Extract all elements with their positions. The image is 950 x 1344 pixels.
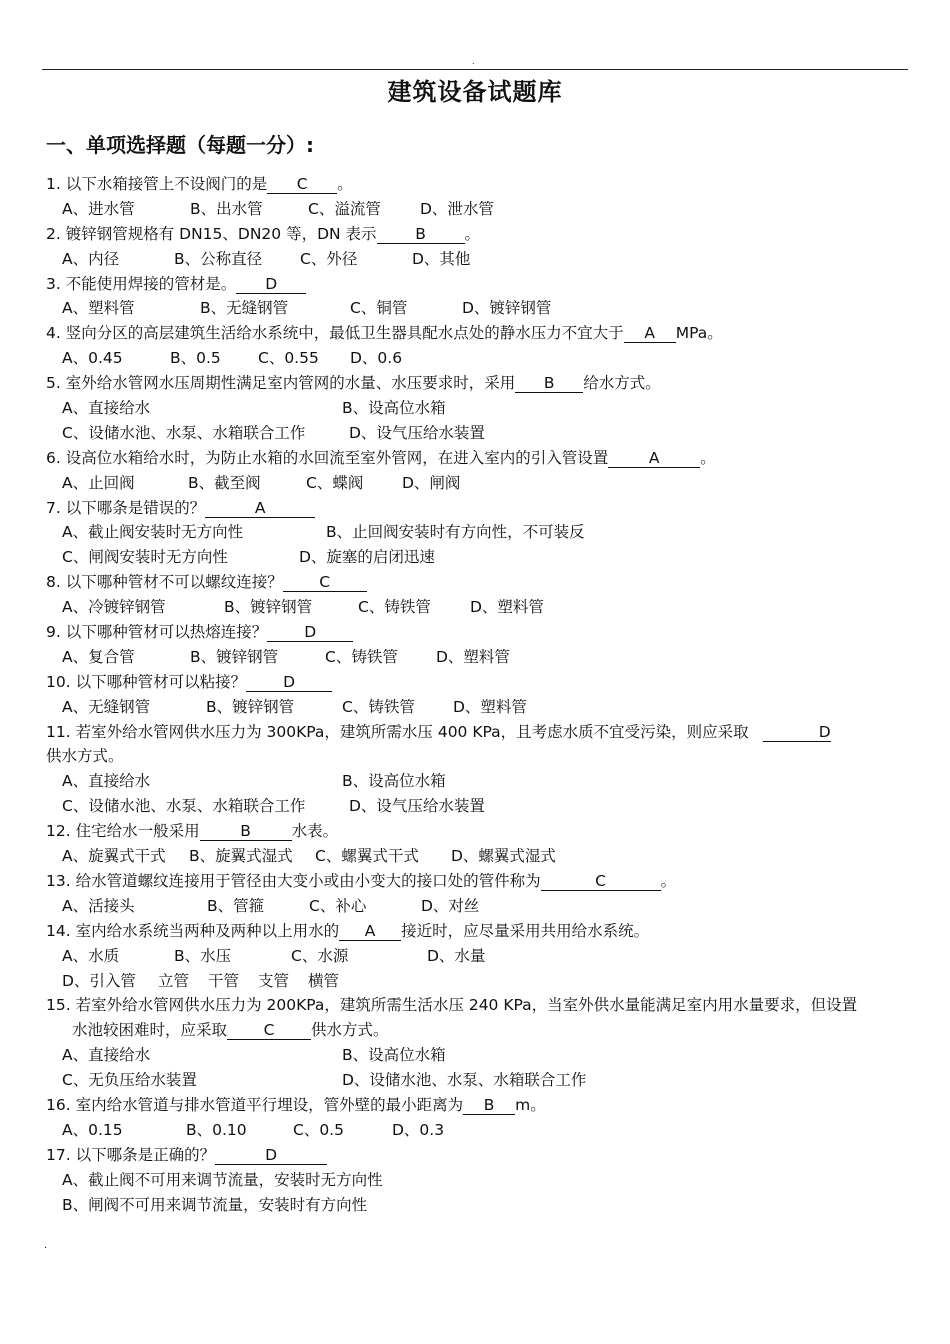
question-suffix: 。 [660, 871, 677, 890]
question-11-continued [46, 744, 910, 769]
question-5-options-row1 [46, 396, 910, 421]
question-text: 15. 若室外给水管网供水压力为 200KPa，建筑所需生活水压 240 KPa，当室外供水量能满足室内用水量要求，但设置 [46, 996, 858, 1015]
extra-term: 支管 [258, 971, 290, 990]
question-2-options [46, 247, 910, 272]
question-suffix: 。 [464, 224, 481, 243]
question-7 [46, 496, 910, 521]
option-b: B、镀锌钢管 [206, 697, 295, 716]
question-text: 4. 竖向分区的高层建筑生活给水系统中，最低卫生器具配水点处的静水压力不宜大于 [46, 324, 624, 343]
question-suffix: 。 [700, 448, 716, 467]
question-list [46, 172, 910, 1217]
option-a: A、直接给水 [62, 772, 151, 791]
question-16-options [46, 1118, 910, 1143]
question-11-options-row1 [46, 769, 910, 794]
answer-blank: C [227, 1021, 311, 1040]
section-title: 一、单项选择题（每题一分）: [46, 133, 314, 157]
option-c: C、外径 [300, 249, 358, 268]
option-b: B、设高位水箱 [342, 1046, 446, 1065]
extra-term: 横管 [308, 971, 340, 990]
option-c: C、铸铁管 [342, 697, 415, 716]
option-a: A、内径 [62, 249, 120, 268]
question-text: 12. 住宅给水一般采用 [46, 822, 200, 841]
question-text: 13. 给水管道螺纹连接用于管径由大变小或由小变大的接口处的管件称为 [46, 871, 541, 890]
question-6-options [46, 471, 910, 496]
question-suffix: MPa。 [675, 324, 723, 343]
option-c: C、补心 [309, 896, 367, 915]
option-c: C、铜管 [350, 299, 408, 318]
option-b: B、水压 [174, 946, 232, 965]
option-c: C、0.5 [293, 1120, 344, 1139]
question-text: 9. 以下哪种管材可以热熔连接？ [46, 623, 268, 642]
question-suffix: 供水方式。 [46, 747, 124, 766]
question-suffix: m。 [515, 1095, 546, 1114]
option-a: A、冷镀锌钢管 [62, 598, 166, 617]
answer-blank: A [608, 449, 700, 468]
document-title: 建筑设备试题库 [387, 78, 563, 106]
question-suffix: 给水方式。 [583, 374, 661, 393]
option-d: D、塑料管 [470, 598, 544, 617]
option-d: D、镀锌钢管 [462, 299, 552, 318]
question-14-options [46, 944, 910, 969]
option-c: C、蝶阀 [306, 473, 364, 492]
option-b: B、公称直径 [174, 249, 263, 268]
option-a: A、旋翼式干式 [62, 847, 166, 866]
option-b: B、管箍 [207, 896, 265, 915]
option-b: B、旋翼式湿式 [189, 847, 293, 866]
option-a: A、无缝钢管 [62, 697, 151, 716]
option-d: D、对丝 [421, 896, 480, 915]
question-5-options-row2 [46, 421, 910, 446]
question-3-options [46, 296, 910, 321]
question-16 [46, 1093, 910, 1118]
question-text: 11. 若室外给水管网供水压力为 300KPa，建筑所需水压 400 KPa，且考虑水质不宜受污染，则应采取 [46, 722, 749, 741]
question-text: 水池较困难时，应采取 [72, 1021, 228, 1040]
header-dot: . [472, 57, 475, 66]
extra-term: 干管 [208, 971, 240, 990]
answer-blank: A [205, 499, 315, 518]
question-1 [46, 172, 910, 197]
question-suffix: 。 [337, 175, 353, 193]
option-d: D、设储水池、水泵、水箱联合工作 [342, 1071, 587, 1090]
question-13 [46, 869, 910, 894]
answer-blank: D [246, 673, 332, 692]
question-11-options-row2 [46, 794, 910, 819]
option-b: B、0.10 [186, 1120, 247, 1139]
option-a: A、直接给水 [62, 399, 151, 418]
question-13-options [46, 894, 910, 919]
option-a: A、进水管 [62, 199, 135, 218]
option-a: A、复合管 [62, 647, 135, 666]
answer-blank: B [200, 822, 292, 841]
question-text: 10. 以下哪种管材可以粘接？ [46, 672, 247, 691]
answer-blank: B [463, 1096, 515, 1115]
question-15-continued [46, 1018, 910, 1043]
option-d: D、其他 [412, 249, 471, 268]
question-text: 1. 以下水箱接管上不设阀门的是 [46, 175, 268, 193]
option-d: D、设气压给水装置 [349, 797, 485, 816]
option-a: A、0.45 [62, 349, 123, 368]
option-c: C、溢流管 [308, 199, 381, 218]
answer-blank: D [763, 723, 831, 742]
question-7-options-row2 [46, 545, 910, 570]
answer-blank: C [267, 175, 337, 194]
option-b: B、镀锌钢管 [190, 647, 279, 666]
answer-blank: B [377, 225, 465, 244]
answer-blank: A [339, 922, 401, 941]
question-text: 8. 以下哪种管材不可以螺纹连接？ [46, 573, 283, 592]
option-b: B、设高位水箱 [342, 399, 446, 418]
option-d: D、旋塞的启闭迅速 [299, 548, 435, 567]
question-suffix: 接近时，应尽量采用共用给水系统。 [401, 921, 650, 940]
question-3 [46, 272, 910, 297]
question-text: 2. 镀锌钢管规格有 DN15、DN20 等，DN 表示 [46, 224, 377, 243]
answer-blank: B [515, 374, 583, 393]
question-5 [46, 371, 910, 396]
question-6 [46, 446, 910, 471]
question-text: 17. 以下哪条是正确的？ [46, 1145, 216, 1164]
question-14 [46, 919, 910, 944]
option-c: C、螺翼式干式 [315, 847, 419, 866]
option-c: C、0.55 [258, 349, 319, 368]
option-a: A、直接给水 [62, 1046, 151, 1065]
option-b: B、闸阀不可用来调节流量，安装时有方向性 [62, 1195, 368, 1214]
question-9 [46, 620, 910, 645]
answer-blank: C [541, 872, 661, 891]
question-15-options-row1 [46, 1043, 910, 1068]
option-b: B、0.5 [170, 349, 221, 368]
option-d: D、0.6 [350, 349, 403, 368]
question-17-option-b [46, 1193, 910, 1218]
option-d: D、塑料管 [436, 647, 510, 666]
option-c: C、铸铁管 [358, 598, 431, 617]
option-b: B、出水管 [190, 199, 263, 218]
option-a: A、截止阀安装时无方向性 [62, 523, 244, 542]
option-c: C、无负压给水装置 [62, 1071, 197, 1090]
question-text: 14. 室内给水系统当两种及两种以上用水的 [46, 921, 340, 940]
question-8 [46, 570, 910, 595]
option-c: C、设储水池、水泵、水箱联合工作 [62, 423, 306, 442]
question-7-options-row1 [46, 520, 910, 545]
question-17-option-a [46, 1168, 910, 1193]
question-10 [46, 670, 910, 695]
question-8-options [46, 595, 910, 620]
option-a: A、塑料管 [62, 299, 135, 318]
question-text: 5. 室外给水管网水压周期性满足室内管网的水量、水压要求时，采用 [46, 374, 516, 393]
answer-blank: A [624, 324, 676, 343]
option-d: D、水量 [427, 946, 486, 965]
option-d-extra: D、引入管 [62, 971, 136, 990]
question-4-options [46, 346, 910, 371]
header-rule [42, 69, 908, 70]
option-d: D、塑料管 [453, 697, 527, 716]
option-d: D、0.3 [392, 1120, 445, 1139]
question-text: 3. 不能使用焊接的管材是。 [46, 274, 237, 293]
question-text: 7. 以下哪条是错误的？ [46, 498, 206, 517]
question-11 [46, 720, 910, 745]
question-12-options [46, 844, 910, 869]
question-12 [46, 819, 910, 844]
answer-blank: D [267, 623, 353, 642]
option-c: C、铸铁管 [325, 647, 398, 666]
answer-blank: D [215, 1146, 327, 1165]
extra-term: 立管 [158, 971, 190, 990]
question-14-extra-options [46, 969, 910, 994]
option-c: C、水源 [291, 946, 349, 965]
option-b: B、无缝钢管 [200, 299, 289, 318]
option-a: A、止回阀 [62, 473, 135, 492]
option-a: A、活接头 [62, 896, 135, 915]
question-10-options [46, 695, 910, 720]
question-4 [46, 321, 910, 346]
option-d: D、泄水管 [420, 199, 494, 218]
option-d: D、闸阀 [402, 473, 461, 492]
answer-blank: D [236, 275, 306, 294]
question-15-options-row2 [46, 1068, 910, 1093]
option-a: A、截止阀不可用来调节流量，安装时无方向性 [62, 1170, 383, 1189]
option-c: C、设储水池、水泵、水箱联合工作 [62, 797, 306, 816]
footer-dot: . [44, 1240, 48, 1251]
option-a: A、0.15 [62, 1120, 123, 1139]
option-b: B、设高位水箱 [342, 772, 446, 791]
question-9-options [46, 645, 910, 670]
option-d: D、设气压给水装置 [349, 423, 485, 442]
question-17 [46, 1143, 910, 1168]
option-b: B、镀锌钢管 [224, 598, 313, 617]
question-15 [46, 993, 910, 1018]
option-a: A、水质 [62, 946, 120, 965]
question-text: 16. 室内给水管道与排水管道平行埋设，管外壁的最小距离为 [46, 1095, 464, 1114]
option-b: B、截至阀 [188, 473, 261, 492]
question-1-options [46, 197, 910, 222]
question-2 [46, 222, 910, 247]
question-suffix: 水表。 [291, 822, 339, 841]
option-d: D、螺翼式湿式 [451, 847, 556, 866]
question-suffix: 供水方式。 [311, 1021, 389, 1040]
option-c: C、闸阀安装时无方向性 [62, 548, 228, 567]
option-b: B、止回阀安装时有方向性，不可装反 [326, 523, 585, 542]
question-text: 6. 设高位水箱给水时，为防止水箱的水回流至室外管网，在进入室内的引入管设置 [46, 448, 609, 467]
answer-blank: C [283, 573, 367, 592]
